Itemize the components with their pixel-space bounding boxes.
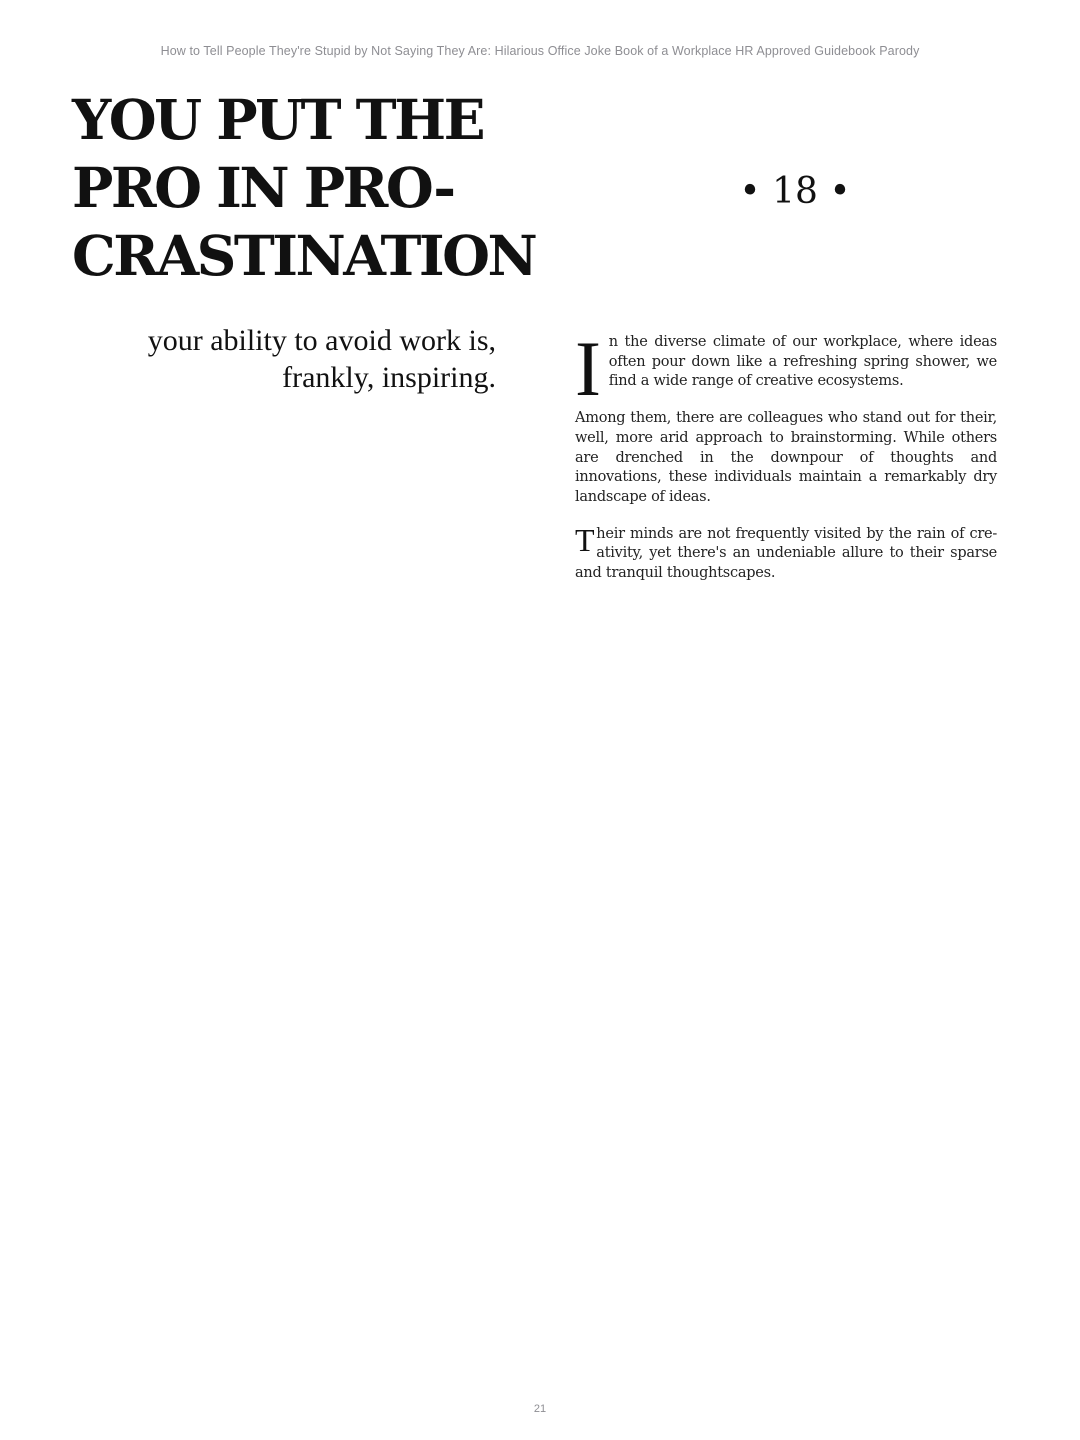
chapter-title-line: CRASTINATION xyxy=(72,223,536,288)
body-paragraph xyxy=(575,325,997,412)
chapter-title-line: YOU PUT THE xyxy=(72,87,483,152)
drop-cap: I xyxy=(575,325,601,412)
body-paragraph xyxy=(575,409,997,508)
paragraph-text: heir minds are not frequently visited by the rain of cre-ativity, yet there's an undeniable allure to their sparse and tranquil thoughtscapes. xyxy=(575,525,997,582)
body-paragraph xyxy=(575,521,997,584)
paragraph-text: n the diverse climate of our workplace, where ideas often pour down like a refreshing spring shower, we find a wide range of creative ecosystems. xyxy=(608,334,997,390)
body-text-column xyxy=(575,325,997,601)
paragraph-text: Among them, there are colleagues who stand out for their, well, more arid approach to brainstorming. While others are drenched in the downpour of thoughts and innovations, these individuals maintain a remarkably dry landscape of ideas. xyxy=(575,410,997,505)
chapter-title-line: PRO IN PRO- xyxy=(72,155,454,220)
page-number: 21 xyxy=(533,1403,547,1415)
drop-cap: T xyxy=(575,521,595,558)
chapter-number: • 18 • xyxy=(739,171,851,212)
chapter-title xyxy=(72,86,542,290)
pull-quote: your ability to avoid work is, frankly, inspiring. xyxy=(147,324,496,394)
running-header-book-title: How to Tell People They're Stupid by Not Saying They Are: Hilarious Office Joke Book of a Workplace HR Approved Guidebook Parody xyxy=(160,44,920,58)
